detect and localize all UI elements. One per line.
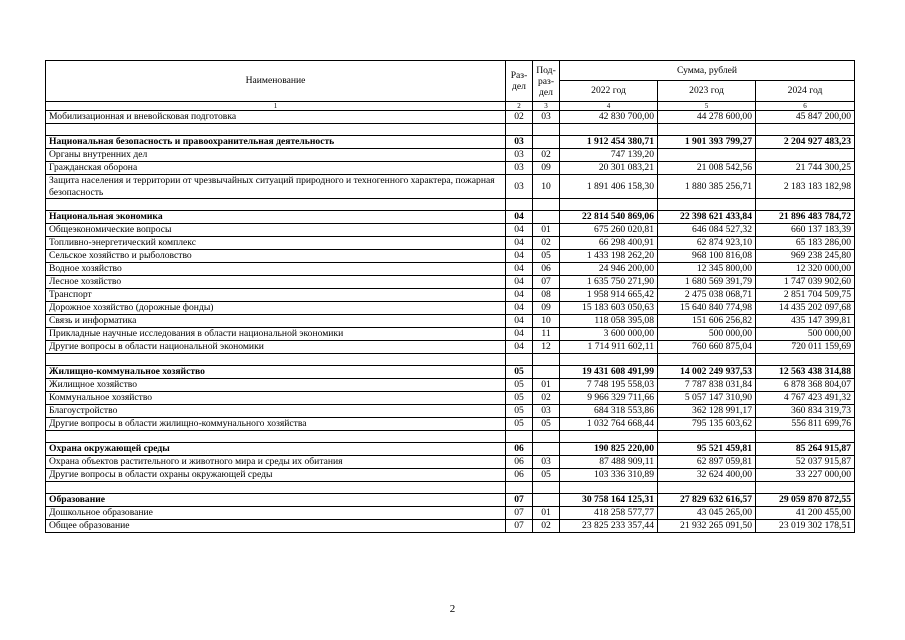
row-sum-2024: 4 767 423 491,32: [756, 392, 855, 405]
row-name: Топливно-энергетический комплекс: [46, 237, 506, 250]
row-podrazdel: 12: [533, 341, 560, 354]
row-podrazdel: [533, 443, 560, 456]
spacer-row: [46, 354, 855, 366]
table-row: [46, 175, 855, 199]
row-name: Мобилизационная и вневойсковая подготовка: [46, 111, 506, 124]
row-razdel: 04: [506, 315, 533, 328]
empty-cell: [756, 199, 855, 211]
table-row: [46, 328, 855, 341]
empty-cell: [506, 354, 533, 366]
row-razdel: 05: [506, 418, 533, 431]
row-podrazdel: 02: [533, 520, 560, 533]
row-name: Жилищно-коммунальное хозяйство: [46, 366, 506, 379]
row-razdel: 05: [506, 379, 533, 392]
col-number: 3: [533, 102, 560, 111]
row-name: Водное хозяйство: [46, 263, 506, 276]
header-razdel: Раз- дел: [506, 61, 533, 102]
empty-cell: [560, 431, 658, 443]
empty-cell: [756, 431, 855, 443]
row-name: Жилищное хозяйство: [46, 379, 506, 392]
row-razdel: 04: [506, 289, 533, 302]
row-razdel: 03: [506, 149, 533, 162]
empty-cell: [756, 482, 855, 494]
empty-cell: [560, 354, 658, 366]
page-number: 2: [449, 603, 456, 615]
header-year-2023: 2023 год: [658, 81, 756, 102]
row-sum-2024: 85 264 915,87: [756, 443, 855, 456]
row-sum-2022: 1 958 914 665,42: [560, 289, 658, 302]
col-number: 5: [658, 102, 756, 111]
row-sum-2024: 45 847 200,00: [756, 111, 855, 124]
table-row: [46, 392, 855, 405]
table-row: [46, 149, 855, 162]
row-sum-2023: 500 000,00: [658, 328, 756, 341]
row-sum-2023: 32 624 400,00: [658, 469, 756, 482]
row-sum-2022: 30 758 164 125,31: [560, 494, 658, 507]
empty-cell: [658, 431, 756, 443]
column-numbers-row: [46, 102, 855, 111]
row-name: Прикладные научные исследования в области национальной экономики: [46, 328, 506, 341]
row-sum-2024: 12 563 438 314,88: [756, 366, 855, 379]
table-row: [46, 418, 855, 431]
row-sum-2024: [756, 149, 855, 162]
row-razdel: 07: [506, 520, 533, 533]
row-sum-2023: 151 606 256,82: [658, 315, 756, 328]
row-razdel: 06: [506, 469, 533, 482]
row-name: Дорожное хозяйство (дорожные фонды): [46, 302, 506, 315]
row-sum-2024: 360 834 319,73: [756, 405, 855, 418]
row-sum-2022: 7 748 195 558,03: [560, 379, 658, 392]
row-sum-2023: 646 084 527,32: [658, 224, 756, 237]
row-podrazdel: 02: [533, 237, 560, 250]
col-number: 4: [560, 102, 658, 111]
header-sum: Сумма, рублей: [560, 61, 855, 81]
row-sum-2022: 1 032 764 668,44: [560, 418, 658, 431]
row-sum-2023: 1 880 385 256,71: [658, 175, 756, 199]
section-row: [46, 366, 855, 379]
row-sum-2022: 19 431 608 491,99: [560, 366, 658, 379]
row-name: Национальная экономика: [46, 211, 506, 224]
row-sum-2024: 21 896 483 784,72: [756, 211, 855, 224]
empty-cell: [46, 354, 506, 366]
spacer-row: [46, 482, 855, 494]
col-number: 1: [46, 102, 506, 111]
row-razdel: 04: [506, 276, 533, 289]
row-sum-2022: 3 600 000,00: [560, 328, 658, 341]
row-razdel: 04: [506, 328, 533, 341]
row-sum-2023: 2 475 038 068,71: [658, 289, 756, 302]
row-razdel: 03: [506, 175, 533, 199]
row-razdel: 07: [506, 494, 533, 507]
table-row: [46, 341, 855, 354]
empty-cell: [560, 124, 658, 136]
row-sum-2024: 14 435 202 097,68: [756, 302, 855, 315]
row-sum-2023: 1 901 393 799,27: [658, 136, 756, 149]
row-sum-2024: 12 320 000,00: [756, 263, 855, 276]
row-sum-2024: 29 059 870 872,55: [756, 494, 855, 507]
empty-cell: [560, 199, 658, 211]
row-podrazdel: 06: [533, 263, 560, 276]
row-podrazdel: [533, 494, 560, 507]
row-razdel: 03: [506, 136, 533, 149]
row-razdel: 04: [506, 237, 533, 250]
row-sum-2022: 684 318 553,86: [560, 405, 658, 418]
row-name: Сельское хозяйство и рыболовство: [46, 250, 506, 263]
row-name: Гражданская оборона: [46, 162, 506, 175]
empty-cell: [506, 482, 533, 494]
row-sum-2023: 5 057 147 310,90: [658, 392, 756, 405]
section-row: [46, 494, 855, 507]
row-podrazdel: 07: [533, 276, 560, 289]
row-sum-2024: 660 137 183,39: [756, 224, 855, 237]
row-sum-2022: 675 260 020,81: [560, 224, 658, 237]
row-razdel: 04: [506, 263, 533, 276]
row-sum-2022: 1 714 911 602,11: [560, 341, 658, 354]
empty-cell: [756, 354, 855, 366]
empty-cell: [533, 124, 560, 136]
row-name: Благоустройство: [46, 405, 506, 418]
row-sum-2024: 2 851 704 509,75: [756, 289, 855, 302]
row-razdel: 05: [506, 405, 533, 418]
section-row: [46, 443, 855, 456]
row-sum-2023: 27 829 632 616,57: [658, 494, 756, 507]
table-row: [46, 162, 855, 175]
row-sum-2022: 42 830 700,00: [560, 111, 658, 124]
row-razdel: 03: [506, 162, 533, 175]
row-razdel: 04: [506, 211, 533, 224]
row-sum-2022: 1 891 406 158,30: [560, 175, 658, 199]
row-sum-2023: 12 345 800,00: [658, 263, 756, 276]
row-sum-2023: 7 787 838 031,84: [658, 379, 756, 392]
row-razdel: 02: [506, 111, 533, 124]
row-sum-2024: 6 878 368 804,07: [756, 379, 855, 392]
row-podrazdel: [533, 366, 560, 379]
row-sum-2022: 22 814 540 869,06: [560, 211, 658, 224]
header-name: Наименование: [46, 61, 506, 102]
row-name: Транспорт: [46, 289, 506, 302]
table-row: [46, 405, 855, 418]
row-sum-2023: 21 932 265 091,50: [658, 520, 756, 533]
row-sum-2023: 968 100 816,08: [658, 250, 756, 263]
row-name: Образование: [46, 494, 506, 507]
row-name: Органы внутренних дел: [46, 149, 506, 162]
table-body: [46, 111, 855, 533]
table-row: [46, 276, 855, 289]
row-sum-2022: 118 058 395,08: [560, 315, 658, 328]
table-row: [46, 237, 855, 250]
row-sum-2022: 1 912 454 380,71: [560, 136, 658, 149]
row-name: Дошкольное образование: [46, 507, 506, 520]
row-podrazdel: [533, 136, 560, 149]
row-sum-2023: 760 660 875,04: [658, 341, 756, 354]
empty-cell: [46, 199, 506, 211]
row-sum-2024: 23 019 302 178,51: [756, 520, 855, 533]
row-podrazdel: 02: [533, 392, 560, 405]
table-row: [46, 289, 855, 302]
section-row: [46, 211, 855, 224]
row-name: Общеэкономические вопросы: [46, 224, 506, 237]
row-podrazdel: 09: [533, 162, 560, 175]
empty-cell: [46, 482, 506, 494]
row-podrazdel: 03: [533, 405, 560, 418]
header-podrazdel: Под- раз- дел: [533, 61, 560, 102]
row-podrazdel: 03: [533, 456, 560, 469]
table-row: [46, 520, 855, 533]
row-name: Коммунальное хозяйство: [46, 392, 506, 405]
row-podrazdel: 10: [533, 315, 560, 328]
row-podrazdel: 03: [533, 111, 560, 124]
row-sum-2022: 66 298 400,91: [560, 237, 658, 250]
row-sum-2023: [658, 149, 756, 162]
empty-cell: [46, 431, 506, 443]
row-podrazdel: 09: [533, 302, 560, 315]
row-sum-2022: 1 433 198 262,20: [560, 250, 658, 263]
row-sum-2022: 190 825 220,00: [560, 443, 658, 456]
row-sum-2023: 362 128 991,17: [658, 405, 756, 418]
row-sum-2024: 556 811 699,76: [756, 418, 855, 431]
table-row: [46, 302, 855, 315]
empty-cell: [46, 124, 506, 136]
row-sum-2023: 14 002 249 937,53: [658, 366, 756, 379]
row-sum-2022: 20 301 083,21: [560, 162, 658, 175]
row-name: Лесное хозяйство: [46, 276, 506, 289]
row-name: Защита населения и территории от чрезвычайных ситуаций природного и техногенного характера, пожарная безопасность: [46, 175, 506, 199]
empty-cell: [533, 482, 560, 494]
table-row: [46, 250, 855, 263]
row-sum-2024: 65 183 286,00: [756, 237, 855, 250]
row-sum-2023: 62 874 923,10: [658, 237, 756, 250]
row-podrazdel: 05: [533, 418, 560, 431]
row-sum-2023: 44 278 600,00: [658, 111, 756, 124]
row-razdel: 04: [506, 302, 533, 315]
budget-table: [45, 60, 855, 533]
row-sum-2024: 500 000,00: [756, 328, 855, 341]
table-row: [46, 315, 855, 328]
col-number: 6: [756, 102, 855, 111]
row-sum-2022: 24 946 200,00: [560, 263, 658, 276]
row-razdel: 06: [506, 443, 533, 456]
spacer-row: [46, 124, 855, 136]
row-podrazdel: 08: [533, 289, 560, 302]
row-razdel: 05: [506, 366, 533, 379]
row-sum-2022: 418 258 577,77: [560, 507, 658, 520]
row-sum-2023: 1 680 569 391,79: [658, 276, 756, 289]
empty-cell: [756, 124, 855, 136]
col-number: 2: [506, 102, 533, 111]
empty-cell: [533, 354, 560, 366]
row-podrazdel: 10: [533, 175, 560, 199]
row-sum-2024: 1 747 039 902,60: [756, 276, 855, 289]
row-name: Другие вопросы в области охраны окружающей среды: [46, 469, 506, 482]
row-sum-2022: 9 966 329 711,66: [560, 392, 658, 405]
row-sum-2022: 747 139,20: [560, 149, 658, 162]
spacer-row: [46, 431, 855, 443]
header-year-2024: 2024 год: [756, 81, 855, 102]
row-sum-2024: 720 011 159,69: [756, 341, 855, 354]
table-row: [46, 456, 855, 469]
row-podrazdel: 02: [533, 149, 560, 162]
empty-cell: [658, 199, 756, 211]
row-razdel: 04: [506, 341, 533, 354]
row-sum-2023: 21 008 542,56: [658, 162, 756, 175]
table-row: [46, 263, 855, 276]
row-sum-2023: 15 640 840 774,98: [658, 302, 756, 315]
table-row: [46, 507, 855, 520]
row-sum-2024: 33 227 000,00: [756, 469, 855, 482]
empty-cell: [560, 482, 658, 494]
row-sum-2022: 15 183 603 050,63: [560, 302, 658, 315]
table-row: [46, 224, 855, 237]
empty-cell: [658, 124, 756, 136]
row-razdel: 05: [506, 392, 533, 405]
row-name: Охрана окружающей среды: [46, 443, 506, 456]
row-razdel: 06: [506, 456, 533, 469]
row-podrazdel: [533, 211, 560, 224]
row-sum-2024: 2 183 183 182,98: [756, 175, 855, 199]
table-row: [46, 469, 855, 482]
row-podrazdel: 01: [533, 224, 560, 237]
row-sum-2022: 1 635 750 271,90: [560, 276, 658, 289]
row-sum-2024: 435 147 399,81: [756, 315, 855, 328]
row-name: Связь и информатика: [46, 315, 506, 328]
row-sum-2023: 795 135 603,62: [658, 418, 756, 431]
table-row: [46, 379, 855, 392]
empty-cell: [533, 199, 560, 211]
empty-cell: [658, 482, 756, 494]
row-podrazdel: 05: [533, 250, 560, 263]
spacer-row: [46, 199, 855, 211]
row-name: Охрана объектов растительного и животного мира и среды их обитания: [46, 456, 506, 469]
header-year-2022: 2022 год: [560, 81, 658, 102]
empty-cell: [506, 124, 533, 136]
row-podrazdel: 11: [533, 328, 560, 341]
row-sum-2022: 23 825 233 357,44: [560, 520, 658, 533]
empty-cell: [506, 199, 533, 211]
row-razdel: 04: [506, 224, 533, 237]
row-sum-2023: 62 897 059,81: [658, 456, 756, 469]
row-sum-2023: 95 521 459,81: [658, 443, 756, 456]
row-podrazdel: 01: [533, 507, 560, 520]
row-name: Другие вопросы в области национальной экономики: [46, 341, 506, 354]
table-row: [46, 111, 855, 124]
row-sum-2022: 87 488 909,11: [560, 456, 658, 469]
row-sum-2024: 52 037 915,87: [756, 456, 855, 469]
row-name: Общее образование: [46, 520, 506, 533]
section-row: [46, 136, 855, 149]
row-sum-2024: 21 744 300,25: [756, 162, 855, 175]
empty-cell: [658, 354, 756, 366]
row-podrazdel: 01: [533, 379, 560, 392]
row-sum-2023: 43 045 265,00: [658, 507, 756, 520]
empty-cell: [506, 431, 533, 443]
row-sum-2024: 969 238 245,80: [756, 250, 855, 263]
row-sum-2024: 41 200 455,00: [756, 507, 855, 520]
row-podrazdel: 05: [533, 469, 560, 482]
row-name: Другие вопросы в области жилищно-коммунального хозяйства: [46, 418, 506, 431]
row-name: Национальная безопасность и правоохранительная деятельность: [46, 136, 506, 149]
row-sum-2023: 22 398 621 433,84: [658, 211, 756, 224]
row-sum-2024: 2 204 927 483,23: [756, 136, 855, 149]
row-razdel: 04: [506, 250, 533, 263]
empty-cell: [533, 431, 560, 443]
row-razdel: 07: [506, 507, 533, 520]
row-sum-2022: 103 336 310,89: [560, 469, 658, 482]
